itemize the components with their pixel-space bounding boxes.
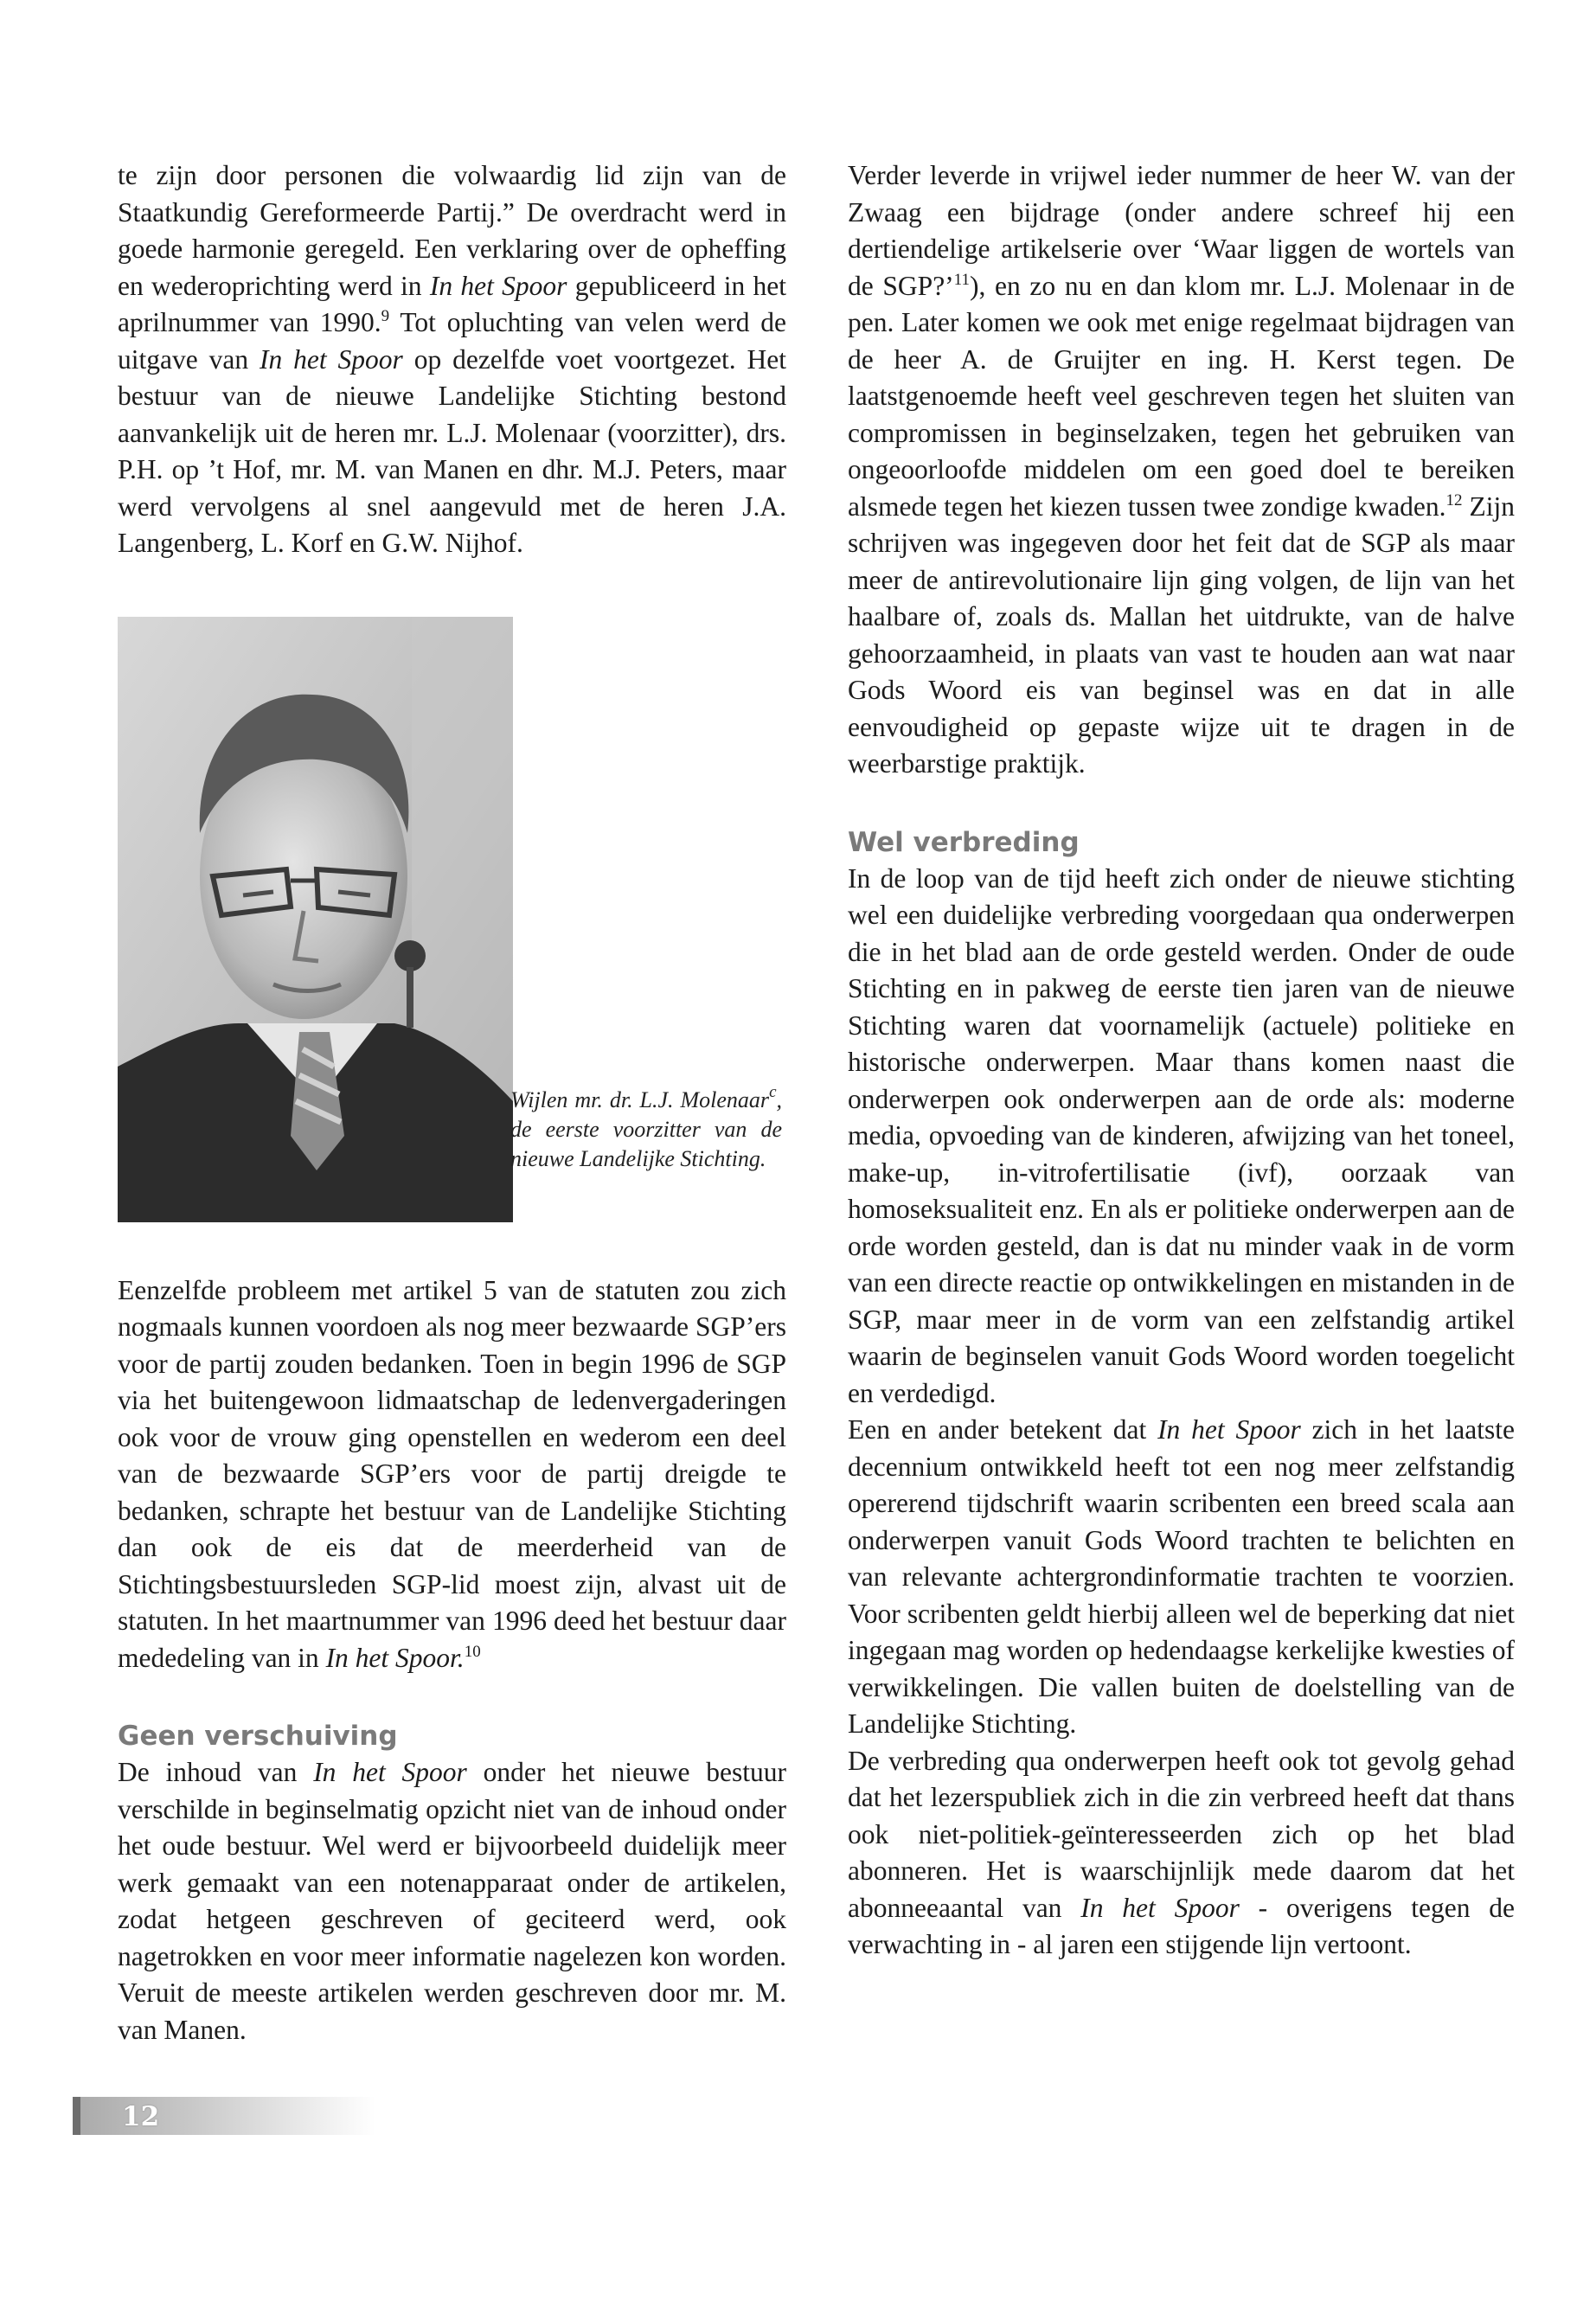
body-paragraph: Een en ander betekent dat In het Spoor zich in het laatste decennium ontwikkeld heeft tot een nog meer zelfstandig opererend tijdschrift waarin scribenten een breed scala aan onderwerpen vanuit Gods Woord trachten te belichten en van relevante achtergrondinformatie trachten te voorzien. Voor scribenten geldt hierbij alleen wel de beperking dat niet ingegaan mag worden op hedendaagse kerkelijke kwesties of verwikkelingen. Die vallen buiten de doelstelling van de Landelijke Stichting. <box>848 1414 1516 1739</box>
section-heading: Wel verbreding <box>848 826 1080 858</box>
body-paragraph: In de loop van de tijd heeft zich onder de nieuwe stichting wel een duidelijke verbreding voorgedaan qua onderwerpen die in het blad aan de orde gesteld werden. Onder de oude Stichting en in pakweg de eerste tien jaren van de nieuwe Stichting waren dat voornamelijk (actuele) politieke en historische onderwerpen. Maar thans komen naast die onderwerpen ook onderwerpen aan de orde als: moderne media, opvoeding van de kinderen, afwijzing van het toneel, make-up, in-vitrofertilisatie (ivf), oorzaak van homoseksualiteit enz. En als er politieke onderwerpen aan de orde worden gesteld, dan is dat nu minder vaak in de vorm van een directe reactie op ontwikkelingen en mistanden in de SGP, maar meer in de vorm van een zelfstandig artikel waarin de beginselen vanuit Gods Woord worden toegelicht en verdedigd. <box>848 862 1515 1408</box>
body-paragraph: De verbreding qua onderwerpen heeft ook tot gevolg gehad dat het lezerspubliek zich in die zin verbreed heeft dat thans ook niet-politiek-geïnteresseerden zich op het blad abonneren. Het is waarschijnlijk mede daarom dat het abonneeaantal van In het Spoor - overigens tegen de verwachting in - al jaren een stijgende lijn vertoont. <box>848 1745 1515 1959</box>
footnote-ref: 10 <box>464 1642 481 1661</box>
left-column <box>118 157 786 2048</box>
body-paragraph: De inhoud van In het Spoor onder het nieuwe bestuur verschilde in beginselmatig opzicht niet van de inhoud onder het oude bestuur. Wel werd er bijvoorbeeld duidelijk meer werk gemaakt van een notenapparaat onder de artikelen, zodat hetgeen geschreven of geciteerd werd, ook nagetrokken en voor meer informatie nagelezen kon worden. Veruit de meeste artikelen werden geschreven door mr. M. van Manen. <box>118 1757 786 2045</box>
section-heading: Geen verschuiving <box>118 1721 398 1752</box>
page-number-bar <box>73 2097 375 2135</box>
photo-caption: Wijlen mr. dr. L.J. Molenaar$^c$, de eerste voorzitter van de nieuwe Landelijke Stichting. <box>510 1082 782 1171</box>
portrait-illustration <box>118 617 513 1222</box>
footnote-ref: 11 <box>953 270 970 289</box>
portrait-figure <box>118 617 786 1222</box>
body-paragraph: Verder leverde in vrijwel ieder nummer de heer W. van der Zwaag een bijdrage (onder andere schreef hij een dertiendelige artikelserie over ‘Waar liggen de wortels van de SGP?’$^{11}$), en zo nu en dan klom mr. L.J. Molenaar in de pen. Later komen we ook met enige regelmaat bijdragen van de heer A. de Gruijter en ing. H. Kerst tegen. De laatstgenoemde heeft veel geschreven tegen het sluiten van compromissen in beginselzaken, tegen het gebruiken van ongeoorloofde middelen om een goed doel te bereiken alsmede tegen het kiezen tussen twee zondige kwaden.$^{12}$ Zijn schrijven was ingegeven door het feit dat de SGP als maar meer de antirevolutionaire lijn ging volgen, de lijn van het haalbare of, zoals ds. Mallan het uitdrukte, van de halve gehoorzaamheid, in plaats van vast te houden aan wat naar Gods Woord eis van beginsel was en dat in alle eenvoudigheid op gepaste wijze uit te dragen in de weerbarstige praktijk. <box>848 160 1515 779</box>
body-paragraph: Eenzelfde probleem met artikel 5 van de statuten zou zich nogmaals kunnen voordoen als nog meer bezwaarde SGP’ers voor de partij zouden bedanken. Toen in begin 1996 de SGP via het buitengewoon lidmaatschap de ledenvergaderingen ook voor de vrouw ging openstellen en wederom een deel van de bezwaarde SGP’ers voor de partij dreigde te bedanken, schrapte het bestuur van de Landelijke Stichting dan ook de eis dat de meerderheid van de Stichtingsbestuursleden SGP-lid moest zijn, alvast uit de statuten. In het maartnummer van 1996 deed het bestuur daar mededeling van in In het Spoor.$^{10}$ <box>118 1274 786 1673</box>
body-paragraph: te zijn door personen die volwaardig lid zijn van de Staatkundig Gereformeerde Partij.” De overdracht werd in goede harmonie geregeld. Een verklaring over de opheffing en wederoprichting werd in In het Spoor gepubliceerd in het aprilnummer van 1990.$^9$ Tot opluchting van velen werd de uitgave van In het Spoor op dezelfde voet voortgezet. Het bestuur van de nieuwe Landelijke Stichting bestond aanvankelijk uit de heren mr. L.J. Molenaar (voorzitter), drs. P.H. op ’t Hof, mr. M. van Manen en dhr. M.J. Peters, maar werd vervolgens al snel aangevuld met de heren J.A. Langenberg, L. Korf en G.W. Nijhof. <box>118 160 786 558</box>
footnote-ref: 9 <box>381 307 390 325</box>
right-column <box>848 157 1515 1964</box>
portrait-photo <box>118 617 513 1222</box>
footnote-ref: 12 <box>1445 490 1463 510</box>
page-number: 12 <box>122 2101 160 2132</box>
